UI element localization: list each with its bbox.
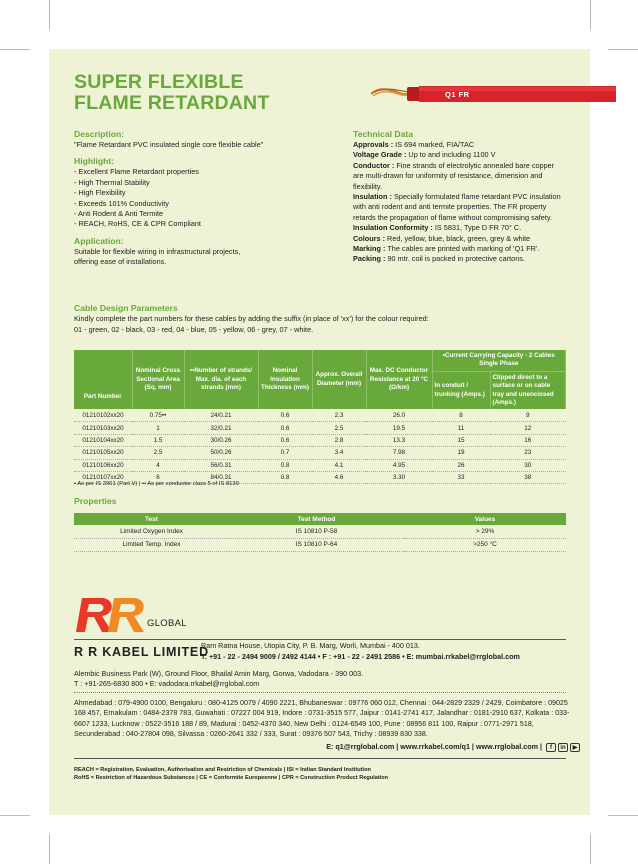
- cable-design-section: [74, 302, 574, 335]
- table-header: Clipped direct to a surface or on cable tray and unenclosed (Amps.): [490, 371, 566, 409]
- linkedin-icon[interactable]: in: [558, 743, 568, 752]
- crop-mark: [0, 815, 30, 816]
- divider: [74, 758, 566, 759]
- crop-mark: [608, 815, 638, 816]
- crop-mark: [49, 834, 50, 864]
- technical-heading: Technical Data: [353, 129, 414, 139]
- application-heading: Application:: [74, 235, 124, 246]
- cable-design-line-2: 01 - green, 02 - black, 03 - red, 04 - blue, 05 - yellow, 06 - grey, 07 - white.: [74, 324, 314, 334]
- crop-mark: [0, 49, 30, 50]
- list-item: - REACH, RoHS, CE & CPR Compliant: [74, 219, 201, 229]
- list-item: - Excellent Flame Retardant properties: [74, 167, 199, 177]
- list-item: - High Thermal Stability: [74, 177, 150, 187]
- list-item: - Anti Rodent & Anti Termite: [74, 209, 164, 219]
- product-title: [74, 72, 269, 114]
- list-item: - Exceeds 101% Conductivity: [74, 198, 169, 208]
- left-column: [74, 128, 324, 268]
- table-header: Approx. Overall Diameter (mm): [312, 350, 366, 409]
- tech-item: Conductor : Fine strands of electrolytic annealed bare copper are multi-drawn for uniformity of resistance, dimension and flexibility.: [353, 160, 555, 191]
- hq-address-line: Ram Ratna House, Utopia City, P. B. Marg, Worli, Mumbai - 400 013.: [201, 641, 420, 650]
- crop-mark: [49, 0, 50, 30]
- contact-footer: [74, 742, 580, 752]
- highlight-list: [74, 167, 324, 229]
- vadodara-address: [74, 669, 574, 690]
- cable-design-line-1: Kindly complete the part numbers for these cables by adding the suffix (in place of 'xx') for the colour required:: [74, 314, 429, 323]
- description-text: "Flame Retardant PVC insulated single core flexible cable": [74, 140, 264, 149]
- youtube-icon[interactable]: ▶: [570, 743, 580, 752]
- table-header: Nominal Cross Sectional Area (Sq. mm): [132, 350, 184, 409]
- logo-global-text: GLOBAL: [147, 618, 187, 629]
- head-office-address: [201, 641, 581, 662]
- crop-mark: [590, 0, 591, 30]
- application-text: Suitable for flexible wiring in infrastructural projects, offering ease of installations.: [74, 246, 241, 267]
- cable-parameters-table: [74, 350, 566, 484]
- table-row: 01210104xx20 1.5 30/0.26 0.6 2.8 13.3 15 16: [74, 434, 566, 446]
- table-header: •Current Carrying Capacity - 2 Cables Single Phase: [432, 350, 566, 371]
- properties-table: [74, 513, 566, 552]
- tech-item: Marking : The cables are printed with marking of 'Q1 FR'.: [353, 244, 540, 254]
- table-row: 01210102xx20 0.75•• 24/0.21 0.6 2.3 26.0 8 9: [74, 409, 566, 421]
- tech-item: Packing : 90 mtr. coil is packed in protective cartons.: [353, 254, 525, 264]
- table-header: Test Method: [229, 513, 404, 525]
- tech-item: Insulation : Specially formulated flame retardant PVC insulation with anti rodent and anti termite properties. The FR property retards the propagation of flame without compromising safety.: [353, 192, 561, 222]
- tech-item: Approvals : IS 694 marked, FIA/TAC: [353, 140, 475, 149]
- title-line-2: FLAME RETARDANT: [74, 92, 270, 114]
- contact-footer-text: E: q1@rrglobal.com | www.rrkabel.com/q1 | www.rrglobal.com |: [326, 742, 542, 751]
- table-header: In conduit / trunking (Amps.): [432, 371, 490, 409]
- divider: [74, 639, 566, 640]
- table-row: 01210105xx20 2.5 50/0.26 0.7 3.4 7.98 19 23: [74, 447, 566, 459]
- table-header: Nominal Insulation Thickness (mm): [258, 350, 312, 409]
- table-header: Test: [74, 513, 229, 525]
- table-footnote: • As per IS 3961 (Part V) | •• As per conductor class 5 of IS 8130: [74, 481, 239, 487]
- highlight-heading: Highlight:: [74, 156, 115, 167]
- table-row: 01210103xx20 1 32/0.21 0.6 2.5 19.5 11 12: [74, 422, 566, 434]
- table-row: Limited Temp. Index IS 10810 P-64 >250 °C: [74, 538, 566, 551]
- facebook-icon[interactable]: f: [546, 743, 556, 752]
- tech-item: Insulation Conformity : IS 5831, Type D FR 70° C.: [353, 223, 522, 233]
- legal-line: REACH = Registration, Evaluation, Authorisation and Restriction of Chemicals | ISI = Indian Standard Institution: [74, 767, 371, 773]
- hq-contact-line: T: +91 - 22 - 2494 9009 / 2492 4144 • F : +91 - 22 - 2491 2586 • E: mumbai.rrkabel@rrglobal.com: [201, 651, 520, 661]
- title-line-1: SUPER FLEXIBLE: [74, 71, 244, 93]
- vadodara-address-line: Alembic Business Park (W), Ground Floor, Bhailal Amin Marg, Gorwa, Vadodara - 390 003.: [74, 669, 364, 678]
- description-heading: Description:: [74, 129, 125, 139]
- cable-design-heading: Cable Design Parameters: [74, 303, 178, 313]
- company-name: R R KABEL LIMITED: [74, 645, 209, 659]
- branch-offices: Ahmedabad : 079-4900 0100, Bengaluru : 080-4125 0079 / 4090 2221, Bhubaneswar : 09776 060 012, Chennai : 044-2829 2329 / 2429, Coimbatore : 09025 168 457, Ernakulam : 0484-2378 783, Guwahati : 07227 004 919, Indore : 0731-3515 577, Jaipur : 0141-2741 417, Jalandhar : 0181-2910 637, Kolkata : 033-6607 1233, Lucknow : 0522-3516 188 / 89, Madurai : 0452-4370 340, New Delhi : 0124-6549 100, Pune : 08956 811 100, Raipur : 0771-2971 518, Secunderabad : 040-27804 098, Silvassa : 0260-2641 332 / 333, Surat : 09376 507 543, Trichy : 08939 830 338.: [74, 699, 570, 738]
- table-header: ••Number of strands/ Max. dia. of each strands (mm): [184, 350, 258, 409]
- datasheet-page: [49, 49, 590, 815]
- tech-item: Colours : Red, yellow, blue, black, green, grey & white: [353, 233, 531, 243]
- cable-marking-label: Q1 FR: [445, 90, 470, 99]
- table-header: Max. DC Conductor Resistance at 20 °C (Ω/km): [366, 350, 432, 409]
- cable-illustration: [371, 83, 616, 105]
- divider: [74, 692, 566, 693]
- legal-line: RoHS = Restriction of Hazardous Substances | CE = Conformite Europeenne | CPR = Construction Product Regulation: [74, 775, 389, 782]
- technical-data: [353, 128, 565, 265]
- properties-heading: Properties: [74, 496, 117, 506]
- crop-mark: [590, 834, 591, 864]
- table-header: Values: [404, 513, 566, 525]
- tech-item: Voltage Grade : Up to and including 1100 V: [353, 150, 496, 160]
- table-header: Part Number: [74, 350, 132, 409]
- crop-mark: [608, 49, 638, 50]
- table-row: Limited Oxygen Index IS 10810 P-58 > 29%: [74, 525, 566, 538]
- abbreviations-legend: [74, 766, 574, 783]
- vadodara-contact-line: T : +91-265-6830 800 • E: vadodara.rrkabel@rrglobal.com: [74, 679, 260, 689]
- table-row: 01210107xx20 6 84/0.31 0.8 4.6 3.30 33 38: [74, 471, 566, 483]
- table-row: 01210106xx20 4 56/0.31 0.8 4.1 4.95 26 30: [74, 459, 566, 471]
- list-item: - High Flexibility: [74, 188, 126, 198]
